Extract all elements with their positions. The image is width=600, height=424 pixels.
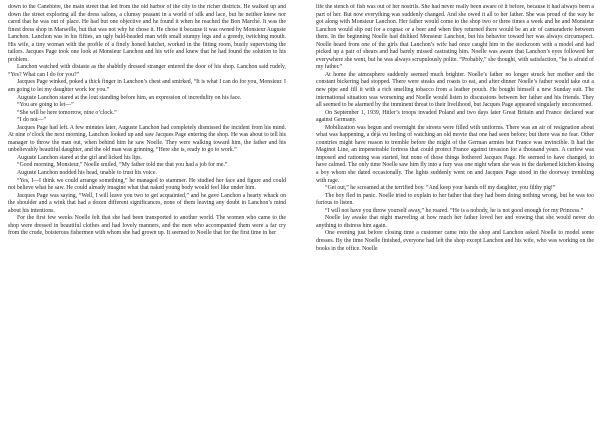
paragraph: “I will not have you throw yourself away,” he roared. “He is a nobody, he is not good enough for my Princess.”	[325, 207, 584, 214]
paragraph: “Get out,” he screamed at the terrified boy. “And keep your hands off my daughter, you filthy pig!”	[325, 185, 556, 192]
paragraph: Lanchon watched with distaste as the shabbily dressed stranger entered the door of his shop. Lanchon said rudely, “Yes? What can I do for you?”	[8, 64, 286, 78]
right-text-column	[316, 4, 594, 420]
paragraph: One evening just before closing time a customer came into the shop and Lanchon asked Noelle to model some dresses. By the time Noelle finished, everyone had left the shop except Lanchon and his wife, who was working on the books in the office. Noelle	[316, 230, 594, 252]
paragraph: “She will be here tomorrow, nine o’clock.”	[17, 109, 117, 116]
paragraph: On September 1, 1939, Hitler’s troops invaded Poland and two days later Great Britain and France declared war against Germany.	[316, 109, 594, 124]
paragraph: “Yes, I—I think we could arrange something,” he managed to stammer. He studied her face and figure and could not believe what he saw. He could already imagine what that naked young body would feel like under him.	[8, 177, 286, 192]
paragraph: “You are going to let—”	[17, 102, 74, 109]
paragraph: life the stench of fish was out of her nostrils. She had never really been aware of it before, because it had always been a part of her. But now everything was suddenly changed. And she owed it all to her father. She was proud of the way he got along with Monsieur Lanchon. Her father would come to the shop two or three times a week and he and Monsieur Lanchon would slip out for a cognac or a beer and when they returned there would be an air of camaraderie between them. In the beginning Noelle had disliked Monsieur Lanchon, but his behavior toward her was always circumspect. Noelle heard from one of the girls that Lanchon’s wife had once caught him in the stockroom with a model and had picked up a pair of shears and had barely missed castrating him. Noelle was aware that Lanchon’s eyes followed her everywhere she went, but he was always scrupulously polite. “Probably,” she thought, with satisfaction, “he is afraid of my father.”	[316, 4, 594, 71]
paragraph: Auguste Lanchon nodded his head, unable to trust his voice.	[17, 170, 157, 177]
paragraph: At home the atmosphere suddenly seemed much brighter. Noelle’s father no longer struck her mother and the constant bickering had stopped. There were steaks and roasts to eat, and after dinner Noelle’s father would take out a new pipe and fill it with a rich smelling tobacco from a leather pouch. He bought himself a new Sunday suit. The international situation was worsening and Noelle would listen to discussions between her father and his friends. They all seemed to be alarmed by the imminent threat to their livelihood, but Jacques Page appeared singularly unconcerned.	[316, 71, 594, 109]
paragraph: Jacques Page had left. A few minutes later, Auguste Lanchon had completely dismissed the incident from his mind. At nine o’clock the next morning, Lanchon looked up and saw Jacques Page entering the shop. He was about to tell his manager to throw the man out, when behind him he saw Noelle. They were walking toward him, the father and his unbelievably beautiful daughter, and the old man was grinning, “Here she is, ready to go to work.”	[8, 124, 286, 154]
paragraph: “I do not—”	[17, 117, 46, 124]
paragraph: Jacques Page winked, poked a thick finger in Lanchon’s chest and smirked, “It is what I can do for you, Monsieur. I am going to let my daughter work for you.”	[8, 79, 286, 94]
paragraph: Mobilization was begun and overnight the streets were filled with uniforms. There was an air of resignation about what was happening, a déjà vu feeling of watching an old movie that one had seen before; but there was no fear. Other countries might have reason to tremble before the might of the German armies but France was invincible. It had the Maginot Line, an impenetrable fortress that could protect France against invasion for a thousand years. A curfew was imposed and rationing was started, but none of those things bothered Jacques Page. He seemed to have changed, to have calmed. The only time Noelle saw him fly into a fury was one night when she was in the darkened kitchen kissing a boy whom she dated occasionally. The lights suddenly went on and Jacques Page stood in the doorway trembling with rage.	[316, 124, 594, 184]
paragraph: Noelle lay awake that night marveling at how much her father loved her and vowing that she would never do anything to distress him again.	[316, 215, 594, 229]
left-text-column	[8, 4, 286, 420]
paragraph: Auguste Lanchon stared at the girl and licked his lips.	[17, 154, 142, 161]
paragraph: “Good morning, Monsieur,” Noelle smiled, “My father told me that you had a job for me.”	[17, 162, 228, 169]
paragraph: For the first few weeks Noelle felt that she had been transported to another world. The women who came to the shop were dressed in beautiful clothes and had lovely manners, and the men who accompanied them were a far cry from the crude, boisterous fishermen with whom she had grown up. It seemed to Noelle that for the first time in her	[8, 215, 286, 237]
paragraph: Auguste Lanchon stared at the lout standing before him, an expression of incredulity on his face.	[17, 94, 242, 101]
paragraph: down to the Canebière, the main street that led from the old harbor of the city to the richer districts. He walked up and down the street exploring all the dress salons, a clumsy peasant in a world of silk and lace, but he neither knew nor cared that he was out of place. He had but one objective and he found it when he reached the Bon Marché. It was the finest dress shop in Marseille, but that was not why he chose it. He chose it because it was owned by Monsieur Auguste Lanchon. Lanchon was in his fifties, an ugly bald-headed man with small stumpy legs and a greedy, twitching mouth. His wife, a tiny woman with the profile of a finely honed hatchet, worked in the fitting room, busily supervising the tailors. Jacques Page took one look at Monsieur Lanchon and his wife and knew that he had found the solution to his problem.	[8, 4, 286, 63]
paragraph: Jacques Page was saying, “Well, I will leave you two to get acquainted,” and he gave Lanchon a hearty whack on the shoulder and a wink that had a dozen different significances, none of them leaving any doubt in Lanchon’s mind about his intentions.	[8, 192, 286, 214]
paragraph: The boy fled in panic. Noelle tried to explain to her father that they had been doing nothing wrong, but he was too furious to listen.	[316, 192, 594, 207]
